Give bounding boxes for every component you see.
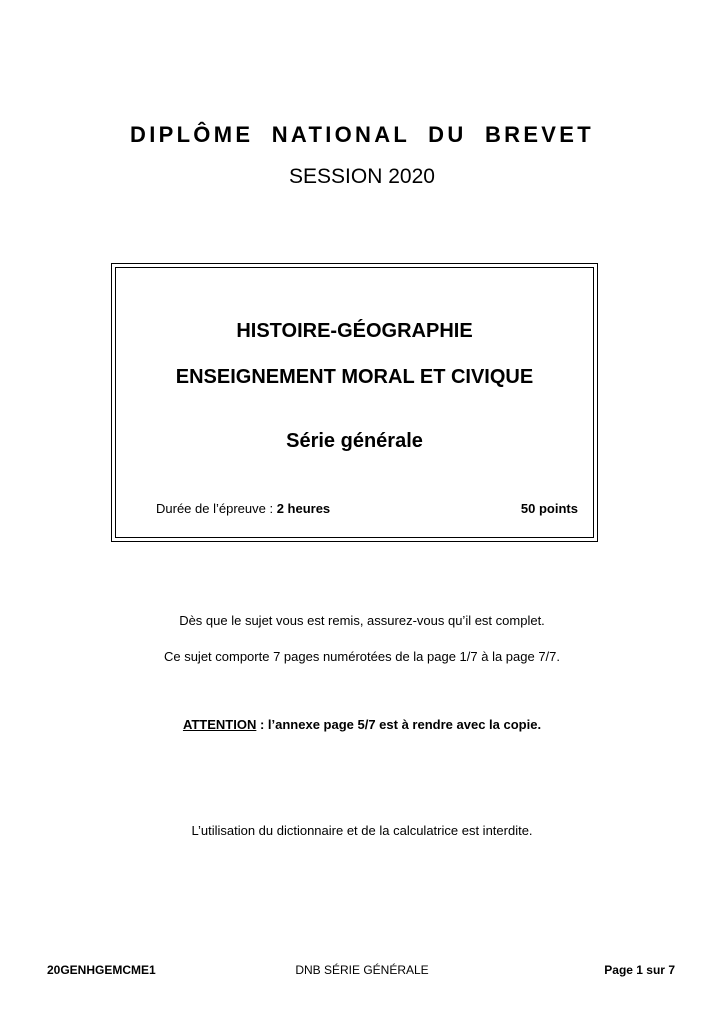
subject-line-moral-civic: ENSEIGNEMENT MORAL ET CIVIQUE — [175, 366, 534, 388]
pages-notice: Ce sujet comporte 7 pages numérotées de la page 1/7 à la page 7/7. — [163, 649, 561, 664]
duration-label: Durée de l’épreuve : — [156, 501, 277, 516]
footer-code: 20GENHGEMCME1 — [47, 963, 156, 977]
exam-info-box — [111, 263, 598, 542]
series-label: Série générale — [286, 430, 423, 452]
duration-value: 2 heures — [276, 501, 331, 516]
footer-page-number: Page 1 sur 7 — [604, 963, 675, 977]
attention-text: : l’annexe page 5/7 est à rendre avec la copie. — [256, 717, 542, 732]
exam-duration — [156, 500, 330, 518]
completeness-notice: Dès que le sujet vous est remis, assurez-vous qu’il est complet. — [179, 613, 545, 628]
subject-line-history-geography: HISTOIRE-GÉOGRAPHIE — [236, 320, 473, 342]
exam-points: 50 points — [520, 501, 578, 516]
attention-notice — [0, 716, 724, 734]
session-label: SESSION 2020 — [289, 165, 435, 188]
exam-info-box-inner — [115, 267, 594, 538]
attention-word: ATTENTION — [182, 717, 257, 732]
prohibited-items-notice: L’utilisation du dictionnaire et de la calculatrice est interdite. — [191, 823, 533, 838]
footer-series: DNB SÉRIE GÉNÉRALE — [295, 963, 429, 977]
page-title: DIPLÔME NATIONAL DU BREVET — [130, 122, 594, 147]
